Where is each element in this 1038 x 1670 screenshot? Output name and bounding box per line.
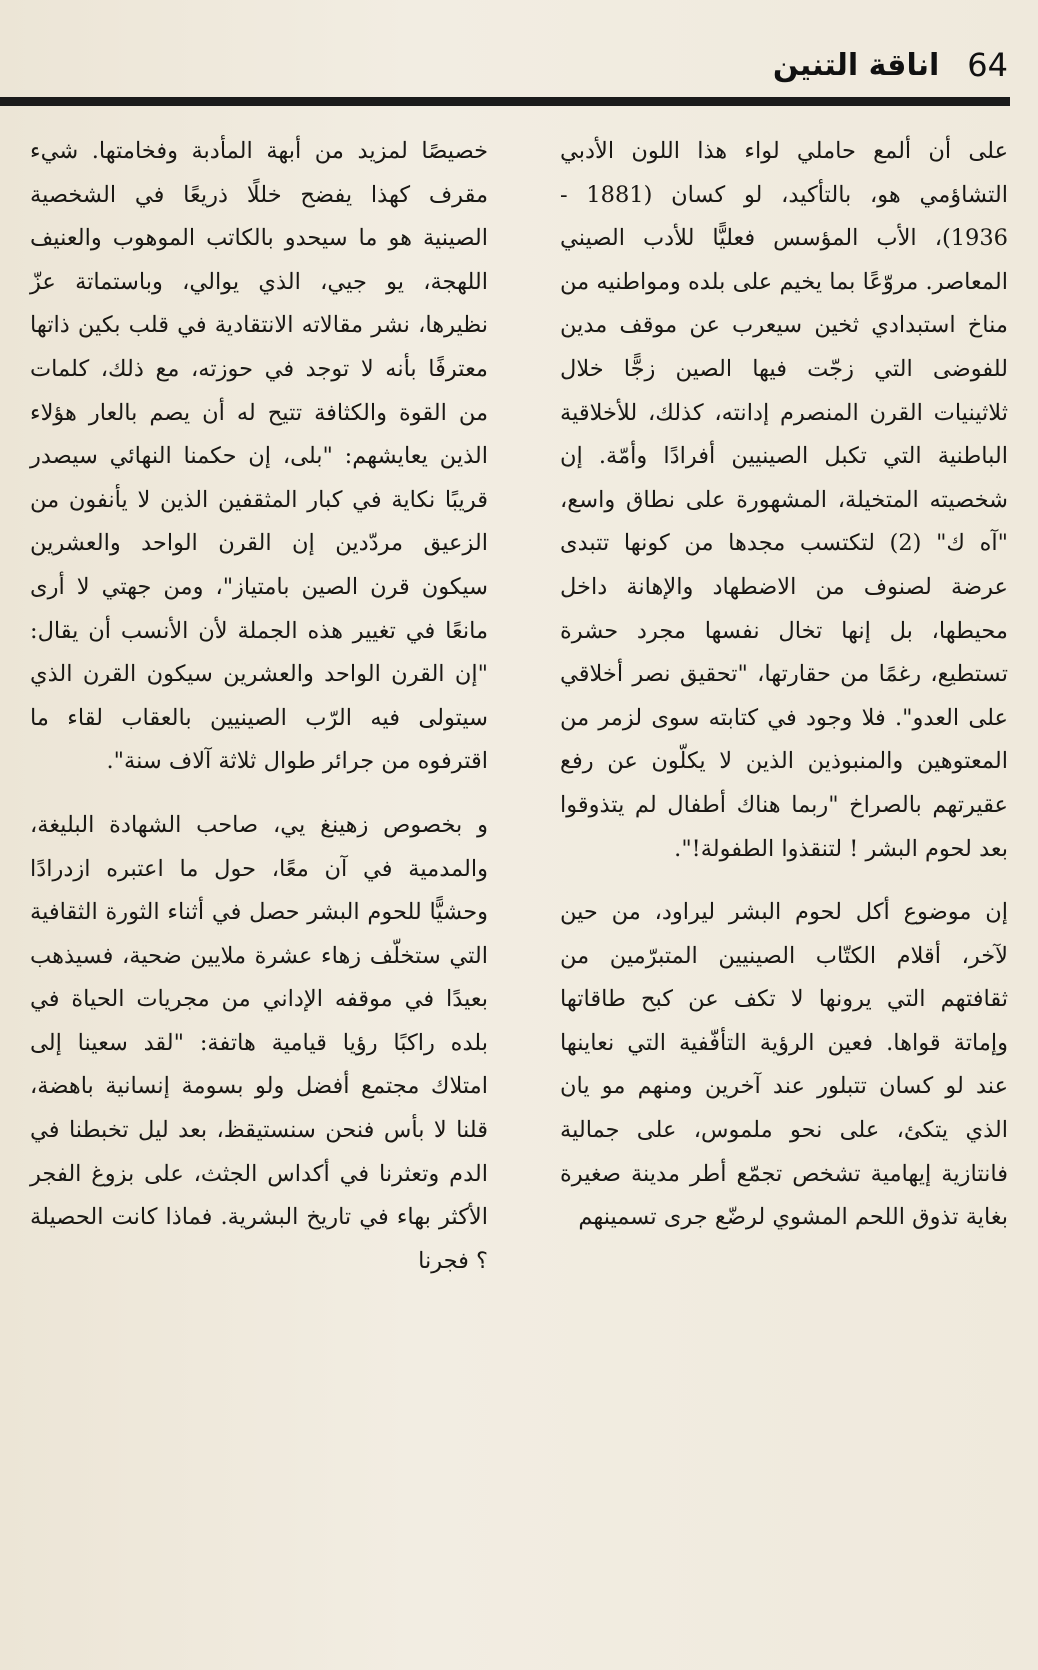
header-rule (0, 97, 1010, 106)
paragraph: على أن ألمع حاملي لواء هذا اللون الأدبي التشاؤمي هو، بالتأكيد، لو كسان (1881 - 1936)، الأب المؤسس فعليًّا للأدب الصيني المعاصر. مروّعًا بما يخيم على بلده ومواطنيه من مناخ استبدادي ثخين سيعرب عن موقف مدين للفوضى التي زجّت فيها الصين زجًّا خلال ثلاثينيات القرن المنصرم إدانته، كذلك، للأخلاقية الباطنية التي تكبل الصينيين أفرادًا وأمّة. إن شخصيته المتخيلة، المشهورة على نطاق واسع، "آه ك" (2) لتكتسب مجدها من كونها تتبدى عرضة لصنوف من الاضطهاد والإهانة داخل محيطها، بل إنها تخال نفسها مجرد حشرة تستطيع، رغمًا من حقارتها، "تحقيق نصر أخلاقي على العدو". فلا وجود في كتابته سوى لزمر من المعتوهين والمنبوذين الذين لا يكلّون عن رفع عقيرتهم بالصراخ "ربما هناك أطفال لم يتذوقوا بعد لحوم البشر ! لتنقذوا الطفولة!". (560, 138, 1008, 862)
page-header (773, 40, 1008, 90)
paragraph: و بخصوص زهينغ يي، صاحب الشهادة البليغة، والمدمية في آن معًا، حول ما اعتبره ازدرادًا وحشيًّا للحوم البشر حصل في أثناء الثورة الثقافية التي ستخلّف زهاء عشرة ملايين ضحية، فسيذهب بعيدًا في موقفه الإداني من مجريات الحياة في بلده راكبًا رؤيا قيامية هاتفة: "لقد سعينا إلى امتلاك مجتمع أفضل ولو بسومة إنسانية باهضة، قلنا لا بأس فنحن سنستيقظ، بعد ليل تخبطنا في الدم وتعثرنا في أكداس الجثث، على بزوغ الفجر الأكثر بهاء في تاريخ البشرية. فماذا كانت الحصيلة ؟ فجرنا (30, 811, 488, 1274)
paragraph: خصيصًا لمزيد من أبهة المأدبة وفخامتها. شيء مقرف كهذا يفضح خللًا ذريعًا في الشخصية الصينية هو ما سيحدو بالكاتب الموهوب والعنيف اللهجة، يو جيي، الذي يوالي، وباستماتة عزّ نظيرها، نشر مقالاته الانتقادية في قلب بكين ذاتها معترفًا بأنه لا توجد في حوزته، مع ذلك، كلمات من القوة والكثافة تتيح له أن يصم بالعار هؤلاء الذين يعايشهم: "بلى، إن حكمنا النهائي سيصدر قريبًا نكاية في كبار المثقفين الذين لا يأنفون من الزعيق مردّدين إن القرن الواحد والعشرين سيكون قرن الصين بامتياز"، ومن جهتي لا أرى مانعًا في تغيير هذه الجملة لأن الأنسب أن يقال: "إن القرن الواحد والعشرين سيكون القرن الذي سيتولى فيه الرّب الصينيين بالعقاب لقاء ما اقترفوه من جرائر طوال ثلاثة آلاف سنة". (30, 138, 488, 775)
paragraph-gap (560, 871, 1008, 891)
page-number: 64 (967, 46, 1008, 84)
paragraph-gap (30, 784, 488, 804)
text-column-left (30, 130, 488, 1283)
magazine-title: اناقة التنين (772, 47, 940, 83)
text-column-right (560, 130, 1008, 1240)
paragraph: إن موضوع أكل لحوم البشر ليراود، من حين لآخر، أقلام الكتّاب الصينيين المتبرّمين من ثقافتهم التي يرونها لا تكف عن كبح طاقاتها وإماتة قواها. فعين الرؤية التأفّفية التي نعاينها عند لو كسان تتبلور عند آخرين ومنهم مو يان الذي يتكئ، على نحو ملموس، على جمالية فانتازية إيهامية تشخص تجمّع أطر مدينة صغيرة بغاية تذوق اللحم المشوي لرضّع جرى تسمينهم (560, 899, 1008, 1231)
